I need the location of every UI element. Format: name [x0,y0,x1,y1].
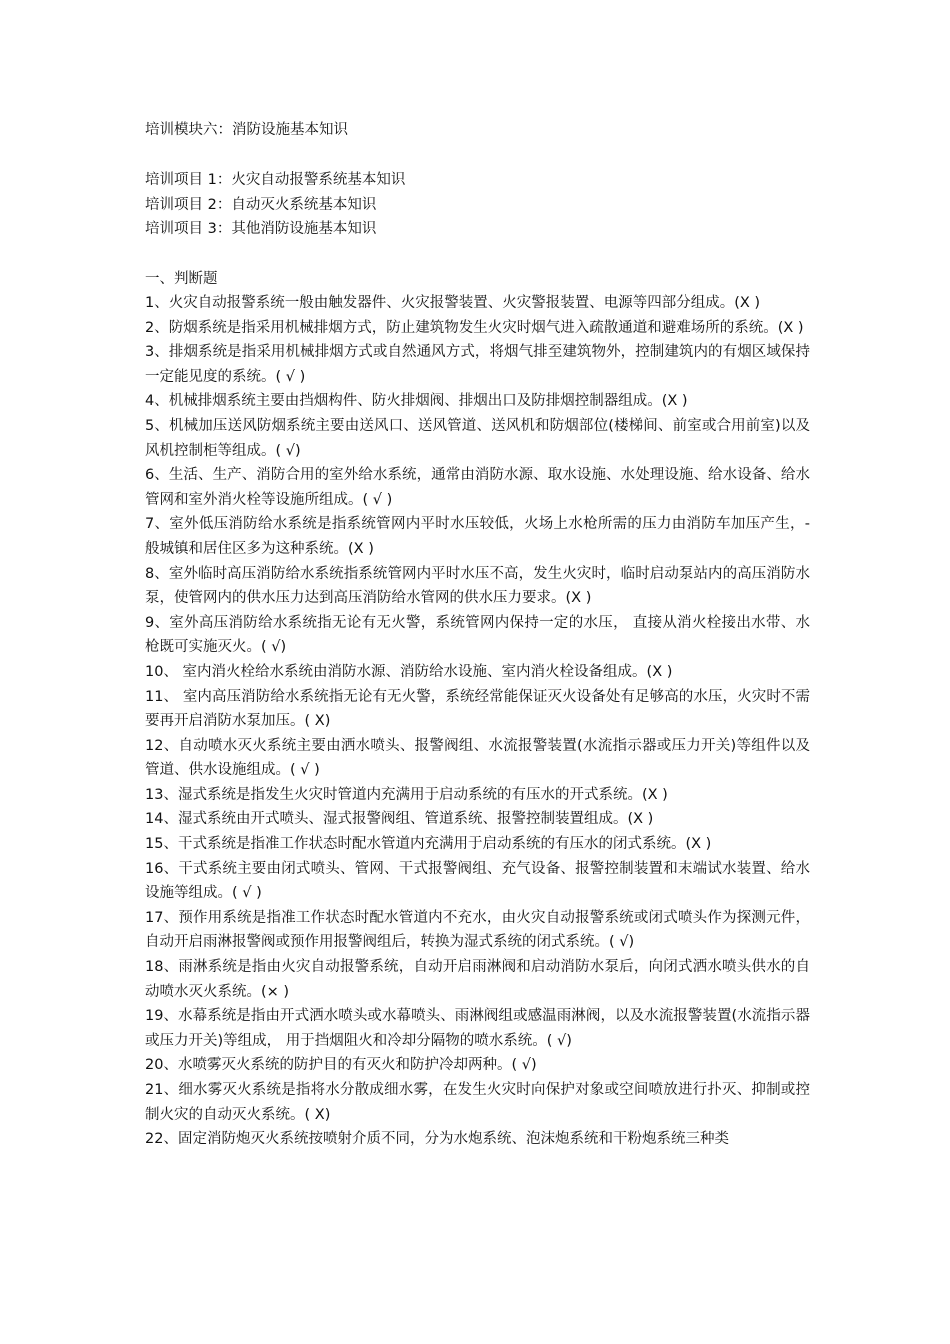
question-13: 13、湿式系统是指发生火灾时管道内充满用于启动系统的有压水的开式系统。(X ) [145,786,668,803]
question-3: 3、排烟系统是指采用机械排烟方式或自然通风方式，将烟气排至建筑物外，控制建筑内的有烟区域保持一定能见度的系统。( √ ) [145,344,810,385]
question-6: 6、生活、生产、消防合用的室外给水系统，通常由消防水源、取水设施、水处理设施、给水设备、给水管网和室外消火栓等设施所组成。( √ ) [145,467,810,508]
question-list [145,291,810,1152]
question-5: 5、机械加压送风防烟系统主要由送风口、送风管道、送风机和防烟部位(楼梯间、前室或合用前室)以及风机控制柜等组成。( √) [145,417,810,459]
question-1: 1、火灾自动报警系统一般由触发器件、火灾报警装置、火灾警报装置、电源等四部分组成。(X ) [145,295,761,311]
question-22: 22、固定消防炮灭火系统按喷射介质不同，分为水炮系统、泡沫炮系统和干粉炮系统三种类 [145,1131,729,1148]
training-project-list [145,168,405,242]
question-12: 12、自动喷水灭火系统主要由洒水喷头、报警阀组、水流报警装置(水流指示器或压力开关)等组件以及管道、供水设施组成。( √ ) [145,737,810,779]
question-4: 4、机械排烟系统主要由挡烟构件、防火排烟阀、排烟出口及防排烟控制器组成。(X ) [145,393,688,410]
question-8: 8、室外临时高压消防给水系统指系统管网内平时水压不高，发生火灾时，临时启动泵站内的高压消防水泵，使管网内的供水压力达到高压消防给水管网的供水压力要求。(X ) [145,565,810,607]
question-14: 14、湿式系统由开式喷头、湿式报警阀组、管道系统、报警控制装置组成。(X ) [145,811,654,828]
question-17: 17、预作用系统是指准工作状态时配水管道内不充水，由火灾自动报警系统或闭式喷头作为探测元件，自动开启雨淋报警阀或预作用报警阀组后，转换为湿式系统的闭式系统。( √) [145,909,810,951]
training-project-3: 培训项目 3：其他消防设施基本知识 [145,221,377,237]
question-19: 19、水幕系统是指由开式洒水喷头或水幕喷头、雨淋阀组或感温雨淋阀，以及水流报警装置(水流指示器或压力开关)等组成， 用于挡烟阻火和冷却分隔物的喷水系统。( √) [145,1008,810,1049]
question-16: 16、干式系统主要由闭式喷头、管网、干式报警阀组、充气设备、报警控制装置和末端试水装置、给水设施等组成。( √ ) [145,860,810,902]
question-20: 20、水喷雾灭火系统的防护目的有灭火和防护冷却两种。( √) [145,1057,537,1074]
question-21: 21、细水雾灭火系统是指将水分散成细水雾，在发生火灾时向保护对象或空间喷放进行扑灭、抑制或控制火灾的自动灭火系统。( X) [145,1082,810,1123]
question-7: 7、室外低压消防给水系统是指系统管网内平时水压较低，火场上水枪所需的压力由消防车加压产生，-般城镇和居住区多为这种系统。(X ) [145,516,810,557]
question-18: 18、雨淋系统是指由火灾自动报警系统，自动开启雨淋阀和启动消防水泵后，向闭式洒水喷头供水的自动喷水灭火系统。(× ) [145,959,810,1000]
module-title: 培训模块六：消防设施基本知识 [145,122,348,138]
training-project-2: 培训项目 2：自动灭火系统基本知识 [145,196,377,213]
question-10: 10、 室内消火栓给水系统由消防水源、消防给水设施、室内消火栓设备组成。(X ) [145,663,673,680]
question-15: 15、干式系统是指准工作状态时配水管道内充满用于启动系统的有压水的闭式系统。(X ) [145,836,712,853]
question-11: 11、 室内高压消防给水系统指无论有无火警，系统经常能保证灭火设备处有足够高的水压，火灾时不需要再开启消防水泵加压。( X) [145,688,810,730]
section-heading-true-false: 一、判断题 [145,271,218,287]
question-2: 2、防烟系统是指采用机械排烟方式，防止建筑物发生火灾时烟气进入疏散通道和避难场所的系统。(X ) [145,319,804,336]
training-project-1: 培训项目 1：火灾自动报警系统基本知识 [145,172,406,188]
question-9: 9、室外高压消防给水系统指无论有无火警，系统管网内保持一定的水压， 直接从消火栓接出水带、水枪既可实施灭火。( √) [145,614,810,656]
